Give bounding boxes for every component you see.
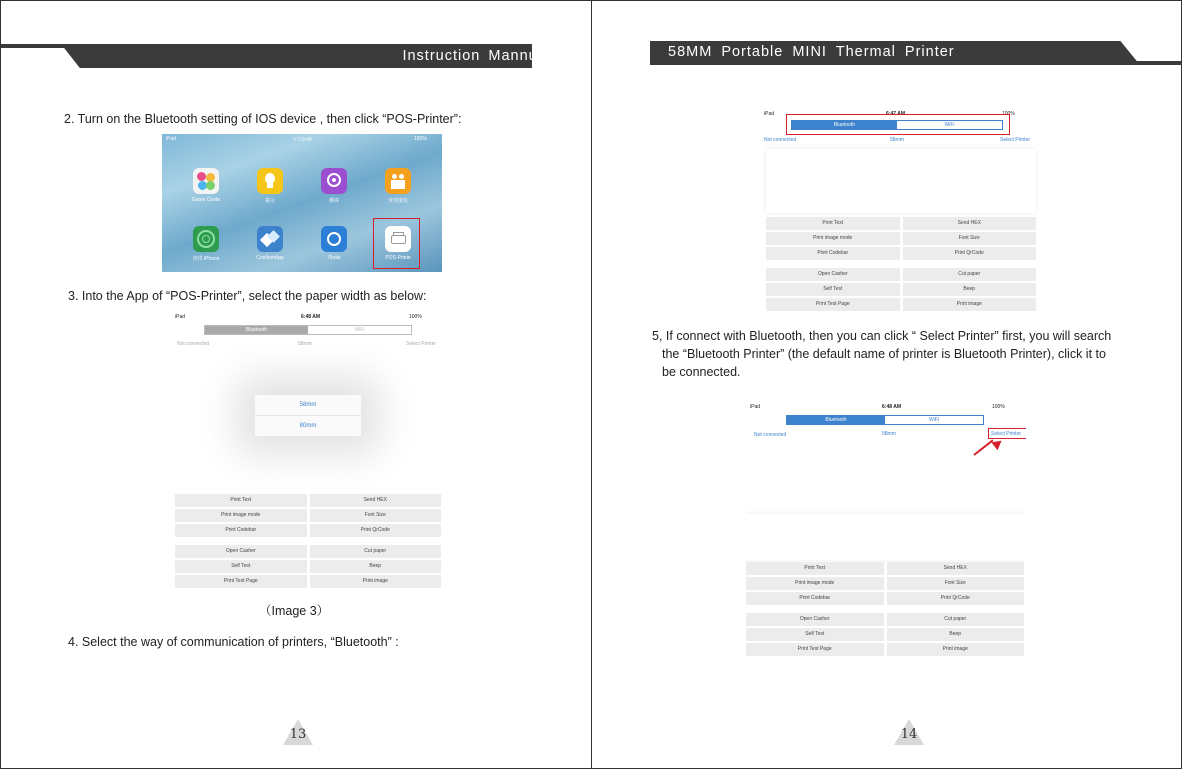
open-casher-button[interactable]: Open Casher [766,268,900,281]
self-test-button[interactable]: Self Test [746,628,884,641]
page-number-badge: 13 [283,719,313,745]
step-2-text: 2. Turn on the Bluetooth setting of IOS device , then click “POS-Printer”: [64,112,462,126]
print-test-page-button[interactable]: Print Test Page [746,643,884,656]
print-codebar-button[interactable]: Print Codebar [175,524,307,537]
step-5-line-2: the “Bluetooth Printer” (the default name of printer is Bluetooth Printer), click it to [662,347,1106,361]
connection-status: Not connected [177,341,210,347]
right-page [591,0,1182,769]
ipad-home-screen [162,134,442,272]
print-codebar-button[interactable]: Print Codebar [766,247,900,260]
image-caption: （Image 3） [259,604,330,618]
print-qrcode-button[interactable]: Print QrCode [887,592,1025,605]
app-screenshot-bluetooth [762,109,1038,315]
select-printer-link[interactable]: Select Printer [991,431,1022,437]
config-app-icon [257,226,283,252]
tab-wifi[interactable]: WiFi [308,326,411,334]
option-58mm[interactable]: 58mm [299,402,317,408]
beep-button[interactable]: Beep [903,283,1037,296]
status-bar: iPad 6:48 AM 100% [750,404,1005,410]
status-bar: iPad 6:48 AM 100% [175,314,422,320]
app-pos-printer[interactable]: POS-Printe [378,226,418,261]
send-hex-button[interactable]: Send HEX [903,217,1037,230]
connection-segmented-control[interactable] [204,325,412,335]
app-podcasts[interactable]: 播客 [314,168,354,204]
paper-width-popup [255,395,361,436]
device-list-area [766,149,1036,213]
connection-status: Not connected [754,432,787,438]
paper-width-value[interactable]: 58mm [890,137,904,143]
select-printer-link[interactable]: Select Printer [406,341,437,347]
cut-paper-button[interactable]: Cut paper [903,268,1037,281]
app-itools[interactable]: iTools [314,226,354,261]
game-center-icon [193,168,219,194]
print-image-button[interactable]: Print image [887,643,1025,656]
connection-status: Not connected [764,137,797,143]
function-buttons [746,562,1024,658]
app-find-friends[interactable]: 查找朋友 [378,168,418,204]
select-printer-link[interactable]: Select Printer [1000,137,1031,143]
cut-paper-button[interactable]: Cut paper [310,545,442,558]
self-test-button[interactable]: Self Test [175,560,307,573]
app-game-center[interactable]: Game Cente [186,168,226,203]
option-80mm[interactable]: 80mm [255,415,361,435]
step-3-text: 3. Into the App of “POS-Printer”, select the paper width as below: [68,289,427,303]
bluetooth-tab-highlight [786,114,1010,135]
print-image-mode-button[interactable]: Print image mode [766,232,900,245]
print-image-button[interactable]: Print image [310,575,442,588]
print-image-button[interactable]: Print image [903,298,1037,311]
device-list-area [746,514,1026,560]
app-screenshot-select-printer [746,402,1026,664]
print-text-button[interactable]: Print Text [175,494,307,507]
status-bar: iPad 6:47 AM 100% [764,111,1015,117]
itools-icon [321,226,347,252]
step-5-line-3: be connected. [662,365,741,379]
app-find-iphone[interactable]: 查找 iPhone [186,226,226,262]
tab-bluetooth[interactable]: Bluetooth [792,121,897,129]
font-size-button[interactable]: Font Size [887,577,1025,590]
font-size-button[interactable]: Font Size [310,509,442,522]
step-5-line-1: 5, If connect with Bluetooth, then you can click “ Select Printer” first, you will search [652,329,1112,343]
print-test-page-button[interactable]: Print Test Page [175,575,307,588]
pos-printer-highlight [373,218,420,269]
tab-bluetooth[interactable]: Bluetooth [205,326,308,334]
print-text-button[interactable]: Print Text [766,217,900,230]
podcasts-icon [321,168,347,194]
function-buttons [175,494,441,590]
app-config[interactable]: ConfiumApp [250,226,290,261]
find-friends-icon [385,168,411,194]
print-test-page-button[interactable]: Print Test Page [766,298,900,311]
send-hex-button[interactable]: Send HEX [887,562,1025,575]
find-iphone-icon [193,226,219,252]
header-title: Instruction Mannual [402,48,551,64]
header-title: 58MM Portable MINI Thermal Printer [668,44,955,60]
open-casher-button[interactable]: Open Casher [746,613,884,626]
print-codebar-button[interactable]: Print Codebar [746,592,884,605]
select-printer-highlight [988,428,1026,439]
status-bar: iPad 下午9:46 100% [166,136,427,143]
paper-width-value[interactable]: 58mm [882,431,896,437]
paper-width-value[interactable]: 58mm [298,341,312,347]
print-image-mode-button[interactable]: Print image mode [746,577,884,590]
page-number-badge: 14 [894,719,924,745]
connection-segmented-control[interactable] [786,415,984,425]
app-screenshot-paper-width [173,312,443,590]
print-qrcode-button[interactable]: Print QrCode [310,524,442,537]
beep-button[interactable]: Beep [310,560,442,573]
function-buttons [766,217,1036,313]
print-image-mode-button[interactable]: Print image mode [175,509,307,522]
print-text-button[interactable]: Print Text [746,562,884,575]
print-qrcode-button[interactable]: Print QrCode [903,247,1037,260]
tab-wifi[interactable]: WiFi [897,121,1002,129]
tab-wifi[interactable]: WiFi [885,416,983,424]
beep-button[interactable]: Beep [887,628,1025,641]
cut-paper-button[interactable]: Cut paper [887,613,1025,626]
tab-bluetooth[interactable]: Bluetooth [787,416,885,424]
font-size-button[interactable]: Font Size [903,232,1037,245]
self-test-button[interactable]: Self Test [766,283,900,296]
send-hex-button[interactable]: Send HEX [310,494,442,507]
app-tips[interactable]: 提示 [250,168,290,204]
tips-icon [257,168,283,194]
step-4-text: 4. Select the way of communication of printers, “Bluetooth” : [68,635,399,649]
open-casher-button[interactable]: Open Casher [175,545,307,558]
